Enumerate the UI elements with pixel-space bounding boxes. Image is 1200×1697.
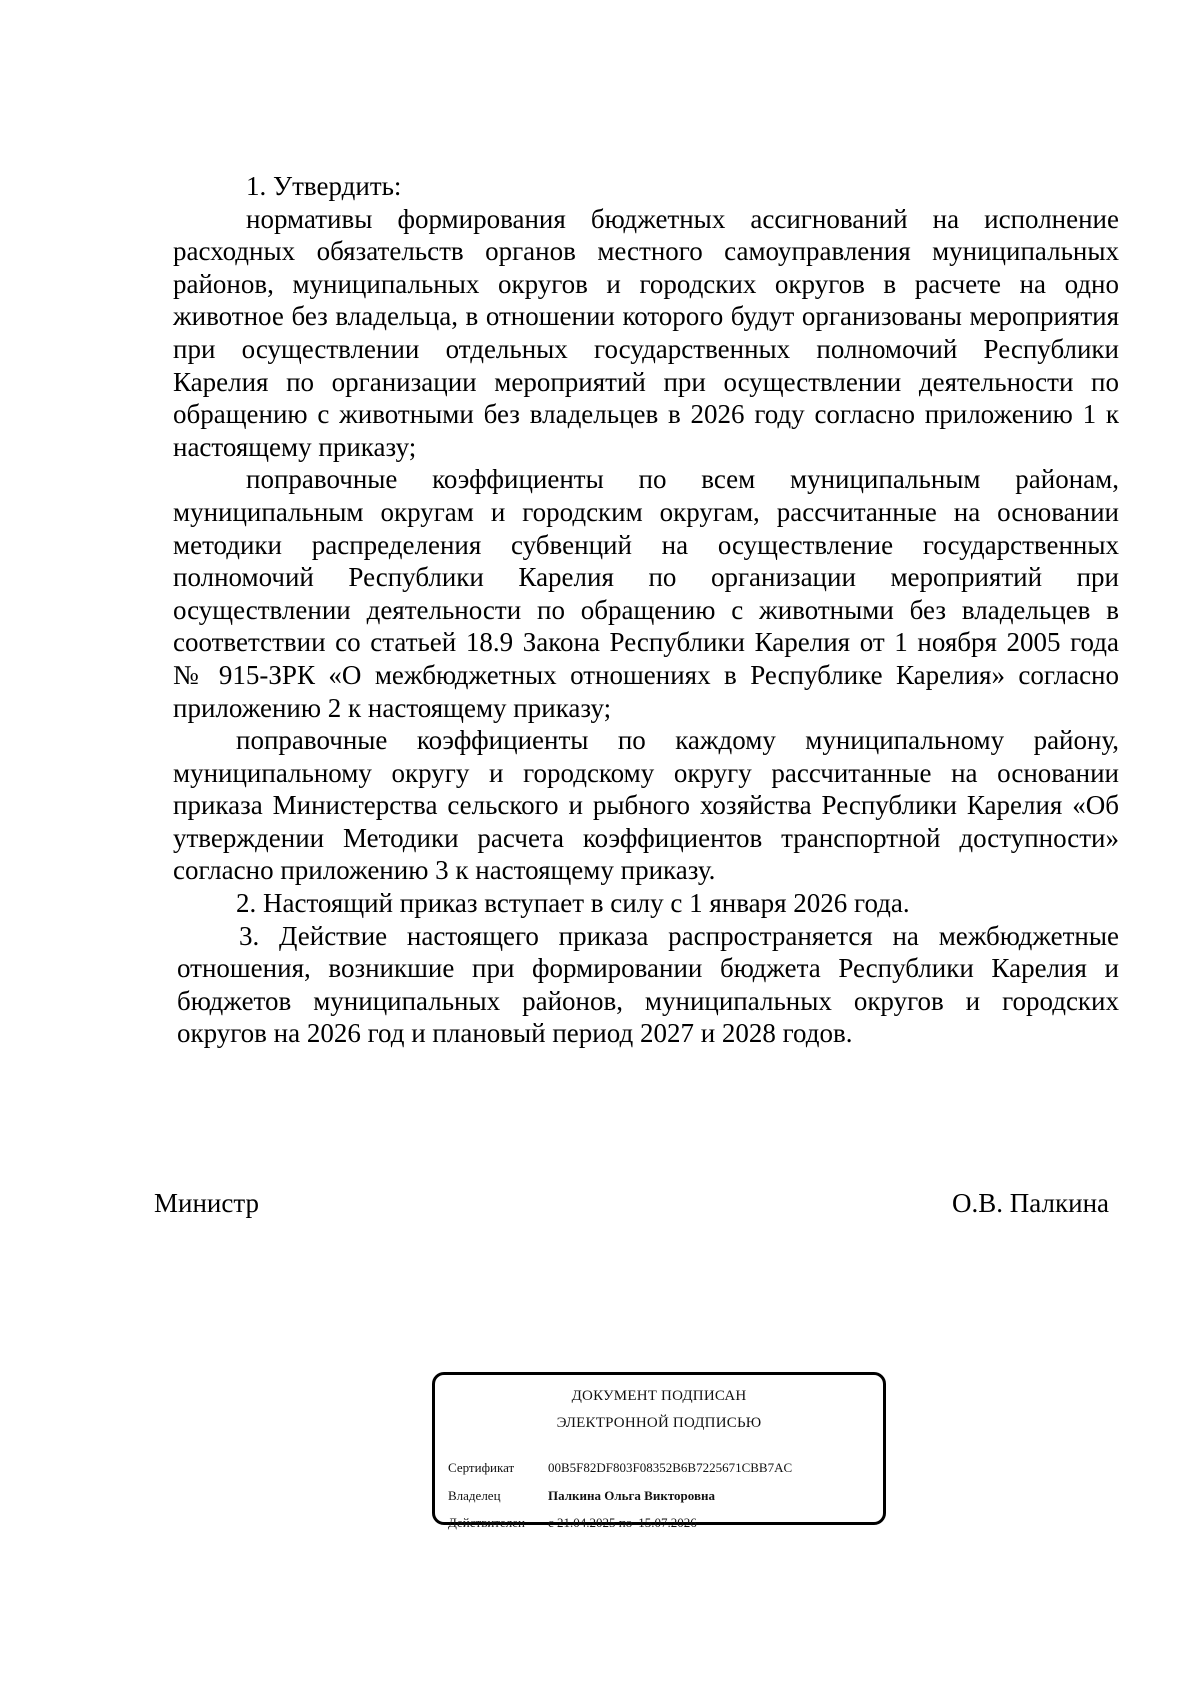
owner-value: Палкина Ольга Викторовна bbox=[548, 1488, 715, 1503]
electronic-signature-stamp bbox=[432, 1372, 886, 1530]
stamp-title-line2: ЭЛЕКТРОННОЙ ПОДПИСЬЮ bbox=[556, 1415, 762, 1431]
paragraph-norms: нормативы формирования бюджетных ассигнований на исполнение расходных обязательств органов местного самоуправления муниципальных районов, муниципальных округов и городских округов в расчете на одно животное без владельца, в отношении которого будут организованы мероприятия при осуществлении отдельных государственных полномочий Республики Карелия по организации мероприятий при осуществлении деятельности по обращению с животными без владельцев в 2026 году согласно приложению 1 к настоящему приказу; bbox=[173, 203, 1119, 462]
item-3: 3. Действие настоящего приказа распространяется на межбюджетные отношения, возникшие при формировании бюджета Республики Карелия и бюджетов муниципальных районов, муниципальных округов и городских округов на 2026 год и плановый период 2027 и 2028 годов. bbox=[177, 920, 1119, 1049]
signatory-position: Министр bbox=[154, 1188, 259, 1218]
validity-label: Действителен bbox=[448, 1515, 525, 1530]
stamp-validity-row bbox=[448, 1515, 703, 1531]
signatory-name: О.В. Палкина bbox=[952, 1188, 1109, 1218]
owner-label: Владелец bbox=[448, 1488, 501, 1503]
paragraph-coefficients-each: поправочные коэффициенты по каждому муниципальному району, муниципальному округу и городскому округу рассчитанные на основании приказа Министерства сельского и рыбного хозяйства Республики Карелия «Об утверждении Методики расчета коэффициентов транспортной доступности» согласно приложению 3 к настоящему приказу. bbox=[173, 725, 1119, 886]
certificate-label: Сертификат bbox=[448, 1460, 515, 1475]
stamp-certificate-row bbox=[448, 1460, 792, 1476]
paragraph-coefficients-all: поправочные коэффициенты по всем муниципальным районам, муниципальным округам и городским округам, рассчитанные на основании методики распределения субвенций на осуществление государственных полномочий Республики Карелия по организации мероприятий при осуществлении деятельности по обращению с животными без владельцев в соответствии со статьей 18.9 Закона Республики Карелия от 1 ноября 2005 года № 915-ЗРК «О межбюджетных отношениях в Республике Карелия» согласно приложению 2 к настоящему приказу; bbox=[173, 464, 1119, 723]
certificate-value: 00B5F82DF803F08352B6B7225671CBB7AC bbox=[548, 1460, 793, 1475]
order-body bbox=[173, 170, 1119, 1050]
item-2: 2. Настоящий приказ вступает в силу с 1 января 2026 года. bbox=[236, 888, 910, 919]
validity-to: 15.07.2026 bbox=[638, 1515, 697, 1530]
stamp-title-line1: ДОКУМЕНТ ПОДПИСАН bbox=[571, 1388, 747, 1404]
stamp-owner-row bbox=[448, 1488, 715, 1504]
validity-from: с 21.04.2025 по bbox=[548, 1515, 633, 1530]
signature-row bbox=[154, 1188, 1109, 1219]
item-1-heading: 1. Утвердить: bbox=[246, 171, 402, 201]
stamp-title bbox=[435, 1383, 883, 1437]
